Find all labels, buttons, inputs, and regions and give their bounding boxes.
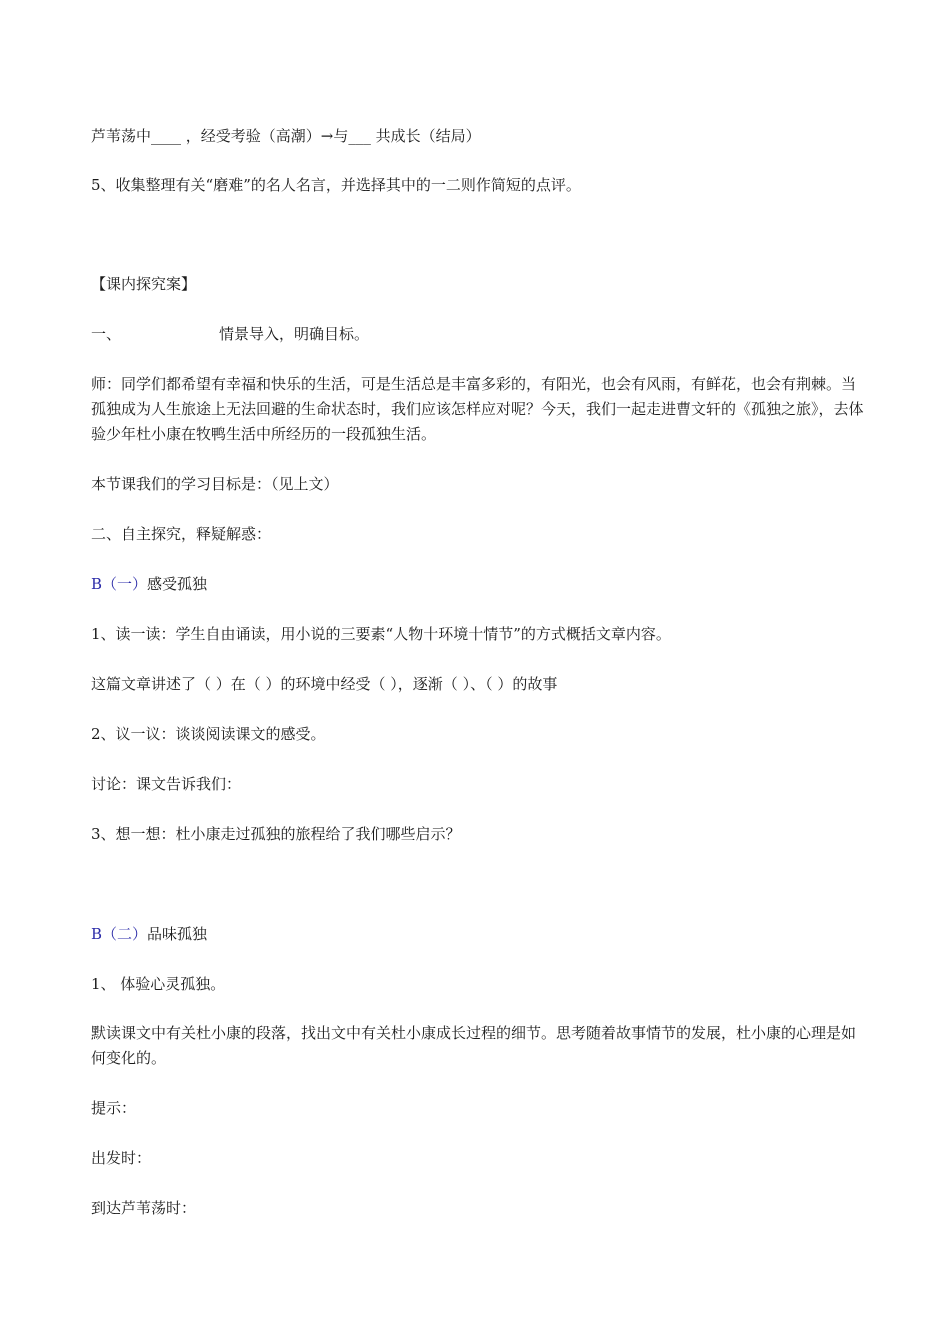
subsection-2-title: 品味孤独: [147, 925, 208, 943]
step-1-heading: [91, 322, 866, 347]
subsection-2-heading: [91, 922, 866, 947]
subsection-1-prefix: B（一）: [91, 575, 148, 593]
subsection-1-heading: [91, 572, 866, 597]
silent-reading-paragraph: 默读课文中有关杜小康的段落，找出文中有关杜小康成长过程的细节。思考随着故事情节的发展，杜小康的心理是如何变化的。: [91, 1024, 857, 1067]
plot-outline-line: 芦苇荡中____ ，经受考验（高潮）→与___ 共成长（结局）: [91, 127, 481, 145]
read-task-line: 1、读一读：学生自由诵读，用小说的三要素“人物十环境十情节”的方式概括文章内容。: [91, 625, 671, 643]
section-heading: 【课内探究案】: [91, 275, 197, 293]
subsection-2-prefix: B（二）: [91, 925, 148, 943]
departure-label: 出发时：: [91, 1149, 152, 1167]
step-1-number: 一、: [91, 325, 122, 343]
teacher-intro-paragraph: 师：同学们都希望有幸福和快乐的生活，可是生活总是丰富多彩的，有阳光，也会有风雨，有鲜花，也会有荆棘。当孤独成为人生旅途上无法回避的生命状态时，我们应该怎样应对呢？今天，我们一起走进曹文轩的《孤独之旅》，去体验少年杜小康在牧鸭生活中所经历的一段孤独生活。: [91, 375, 864, 443]
step-1-title: 情景导入，明确目标。: [219, 325, 370, 343]
learning-goal-line: 本节课我们的学习目标是：（见上文）: [91, 475, 339, 493]
discuss-task-line: 2、议一议：谈谈阅读课文的感受。: [91, 725, 326, 743]
experience-task-line: 1、 体验心灵孤独。: [91, 975, 226, 993]
discussion-line: 讨论：课文告诉我们：: [91, 775, 242, 793]
hint-label: 提示：: [91, 1099, 137, 1117]
fill-in-blank-line: 这篇文章讲述了（ ）在（ ）的环境中经受（ ），逐渐（ ）、（ ）的故事: [91, 675, 558, 693]
task-5-line: 5、收集整理有关“磨难”的名人名言，并选择其中的一二则作简短的点评。: [91, 176, 581, 194]
step-2-heading: 二、自主探究，释疑解惑：: [91, 525, 272, 543]
arrival-label: 到达芦苇荡时：: [91, 1199, 197, 1217]
subsection-1-title: 感受孤独: [147, 575, 208, 593]
think-task-line: 3、想一想：杜小康走过孤独的旅程给了我们哪些启示？: [91, 825, 461, 843]
